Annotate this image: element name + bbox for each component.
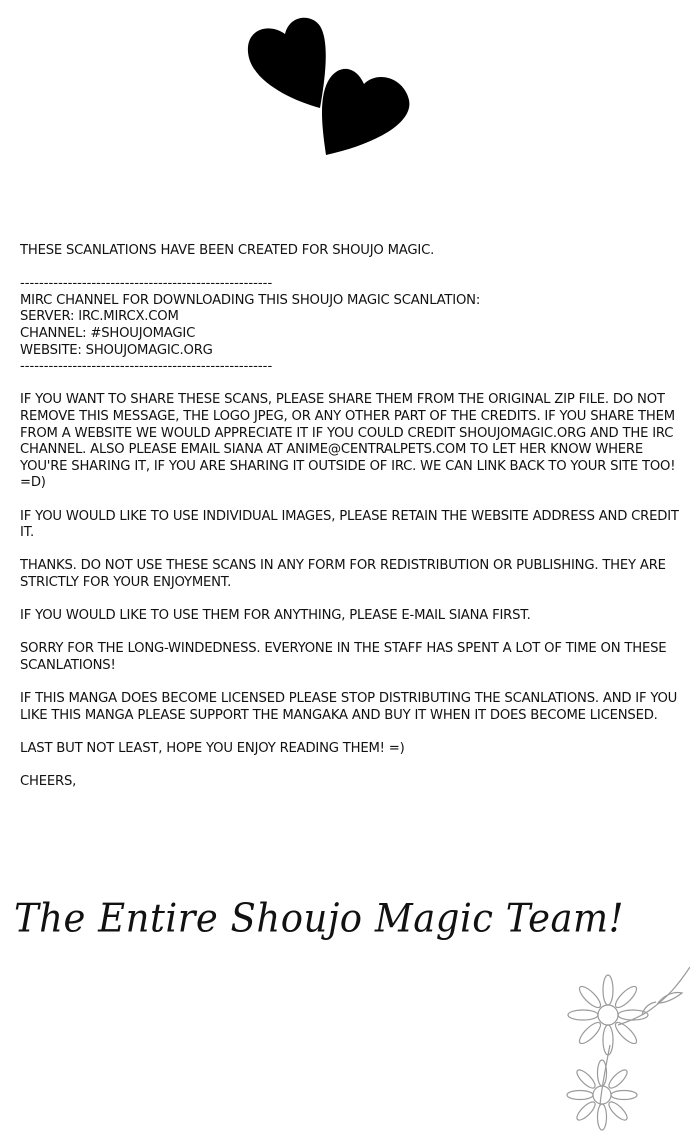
images-paragraph: IF YOU WOULD LIKE TO USE INDIVIDUAL IMAGES, PLEASE RETAIN THE WEBSITE ADDRESS AND CREDIT IT. [20, 508, 679, 541]
right-heart-icon [322, 69, 409, 155]
cheers-line: CHEERS, [20, 774, 77, 789]
irc-website: WEBSITE: SHOUJOMAGIC.ORG [20, 342, 213, 358]
enjoy-paragraph: LAST BUT NOT LEAST, HOPE YOU ENJOY READING THEM! =) [20, 740, 405, 756]
divider-top: ----------------------------------------------------- [20, 276, 273, 292]
left-heart-icon [248, 18, 326, 108]
share-paragraph: IF YOU WANT TO SHARE THESE SCANS, PLEASE SHARE THEM FROM THE ORIGINAL ZIP FILE. DO NOT REMOVE THIS MESSAGE, THE LOGO JPEG, OR ANY OTHER PART OF THE CREDITS. IF YOU SHARE THEM FROM A WEBSITE WE WOULD APPRECIATE IT IF YOU COULD CREDIT SHOUJOMAGIC.ORG AND THE IRC CHANNEL. ALSO PLEASE EMAIL SIANA AT ANIME@CENTRALPETS.COM TO LET HER KNOW WHERE YOU'RE SHARING IT, IF YOU ARE SHARING IT OUTSIDE OF IRC. WE CAN LINK BACK TO YOUR SITE TOO! =D) [20, 392, 676, 491]
sorry-paragraph: SORRY FOR THE LONG-WINDEDNESS. EVERYONE IN THE STAFF HAS SPENT A LOT OF TIME ON THESE SCANLATIONS! [20, 641, 667, 673]
daisy-top-icon [568, 975, 648, 1055]
email-paragraph: IF YOU WOULD LIKE TO USE THEM FOR ANYTHING, PLEASE E-MAIL SIANA FIRST. [20, 608, 531, 624]
thanks-paragraph: THANKS. DO NOT USE THESE SCANS IN ANY FORM FOR REDISTRIBUTION OR PUBLISHING. THEY ARE STRICTLY FOR YOUR ENJOYMENT. [20, 558, 666, 590]
intro-line: THESE SCANLATIONS HAVE BEEN CREATED FOR SHOUJO MAGIC. [20, 243, 435, 258]
hearts-icon [0, 0, 690, 200]
daisy-bottom-icon [567, 1060, 637, 1130]
irc-channel: CHANNEL: #SHOUJOMAGIC [20, 325, 196, 341]
license-paragraph: IF THIS MANGA DOES BECOME LICENSED PLEASE STOP DISTRIBUTING THE SCANLATIONS. AND IF YOU LIKE THIS MANGA PLEASE SUPPORT THE MANGAKA AND BUY IT WHEN IT DOES BECOME LICENSED. [20, 691, 678, 723]
daisy-flowers-icon [540, 955, 690, 1142]
divider-bottom: ----------------------------------------------------- [20, 359, 273, 375]
signature: The Entire Shoujo Magic Team! [14, 896, 625, 942]
credits-text [20, 243, 685, 791]
irc-server: SERVER: IRC.MIRCX.COM [20, 309, 179, 325]
irc-heading: MIRC CHANNEL FOR DOWNLOADING THIS SHOUJO MAGIC SCANLATION: [20, 292, 481, 308]
